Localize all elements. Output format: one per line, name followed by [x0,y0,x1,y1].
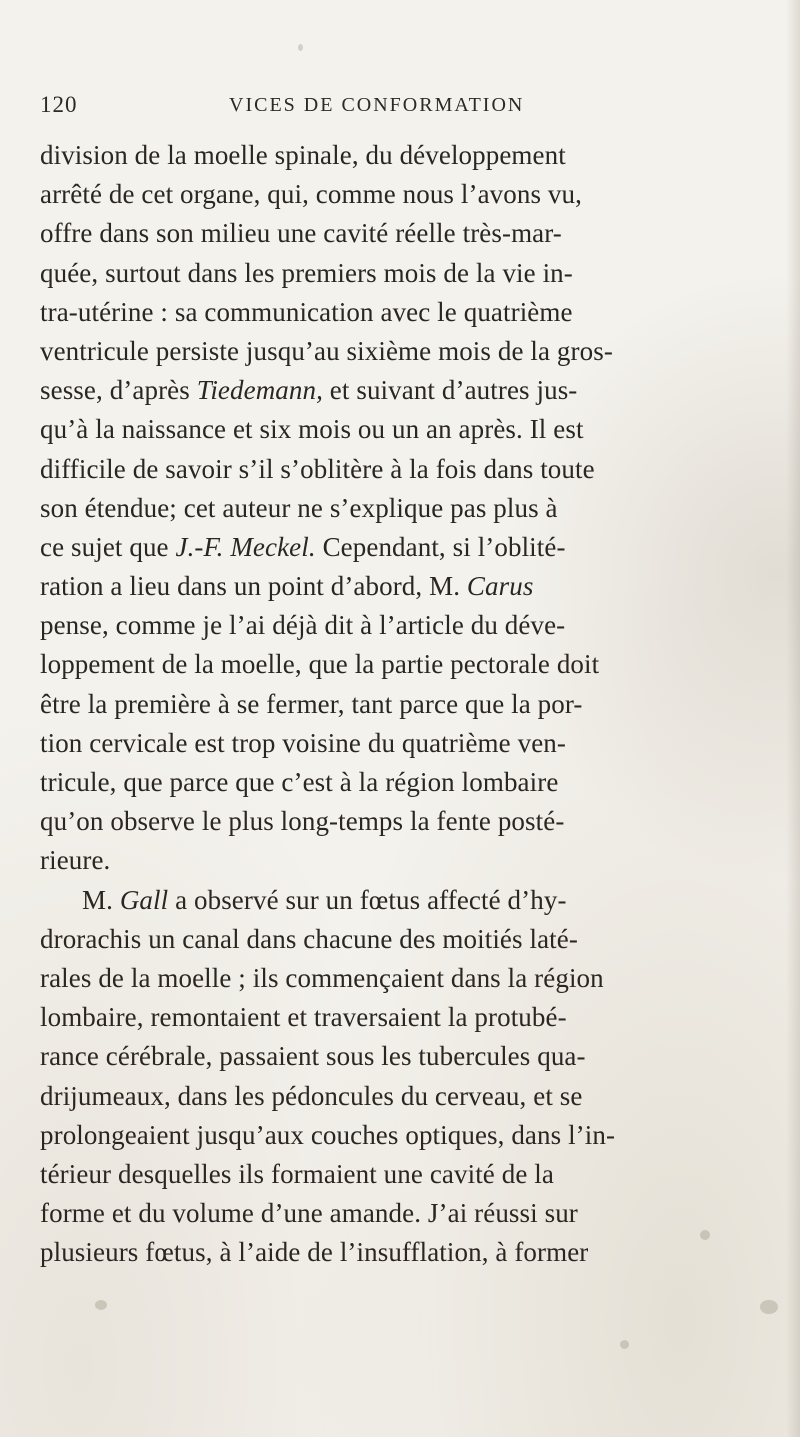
running-title: VICES DE CONFORMATION [229,94,525,116]
text-line [40,998,788,1037]
text-line [40,763,788,802]
text-segment: lombaire, remontaient et traversaient la protubé- [40,1002,567,1033]
text-segment: arrêté de cet organe, qui, comme nous l’avons vu, [40,179,582,210]
text-segment: drijumeaux, dans les pédoncules du cerveau, et se [40,1080,583,1111]
page-edge-shadow [786,0,800,1437]
text-line [40,685,788,724]
paper-stain [298,44,303,51]
text-line [40,1155,788,1194]
paper-stain [620,1340,629,1349]
text-segment: ration a lieu dans un point d’abord, M. [40,571,467,602]
text-segment: sesse, d’après [40,375,197,406]
text-segment: tricule, que parce que c’est à la région lombaire [40,767,559,797]
text-segment: tra-utérine : sa communication avec le quatrième [40,296,573,327]
text-line [40,214,788,253]
text-segment: forme et du volume d’une amande. J’ai réussi sur [40,1198,578,1229]
text-segment: tion cervicale est trop voisine du quatrième ven- [40,727,566,758]
text-segment: drorachis un canal dans chacune des moitiés laté- [40,923,578,954]
italic-name: J.-F. Meckel. [175,531,316,562]
text-line [40,293,788,332]
text-line [40,450,788,489]
italic-name: Carus [466,571,534,602]
text-line [40,175,788,214]
text-line [40,959,788,998]
text-line [40,1077,788,1116]
text-line [40,567,788,606]
text-line [40,1233,788,1272]
text-segment: et suivant d’autres jus- [322,375,578,406]
text-segment: division de la moelle spinale, du développement [40,140,566,170]
text-segment: ce sujet que [40,531,176,562]
text-line [40,802,788,841]
text-line [40,136,788,175]
text-segment: son étendue; cet auteur ne s’explique pas plus à [40,492,558,523]
text-line [40,645,788,684]
text-line [40,254,788,293]
text-segment: M. [82,884,120,915]
text-segment: loppement de la moelle, que la partie pectorale doit [40,649,600,680]
body-text [40,136,788,1272]
text-line [40,1194,788,1233]
text-segment: être la première à se fermer, tant parce que la por- [40,688,583,719]
text-line [40,489,788,528]
text-segment: rales de la moelle ; ils commençaient dans la région [40,962,604,993]
text-segment: quée, surtout dans les premiers mois de la vie in- [40,257,573,288]
text-line [40,724,788,763]
text-line [40,332,788,371]
text-line [40,606,788,645]
text-segment: difficile de savoir s’il s’oblitère à la fois dans toute [40,453,595,484]
text-segment: térieur desquelles ils formaient une cavité de la [40,1158,554,1189]
italic-name: Tiedemann, [196,375,323,406]
text-line [40,1037,788,1076]
text-segment: ventricule persiste jusqu’au sixième mois de la gros- [40,335,613,366]
text-segment: offre dans son milieu une cavité réelle très-mar- [40,218,562,249]
text-line [40,371,788,410]
text-line [40,410,788,449]
text-segment: prolongeaient jusqu’aux couches optiques, dans l’in- [40,1119,616,1150]
text-segment: pense, comme je l’ai déjà dit à l’article du déve- [40,610,566,641]
text-line [40,841,788,880]
text-segment: rieure. [40,845,111,876]
text-line [40,528,788,567]
paper-stain [95,1300,107,1310]
text-line [40,1116,788,1155]
text-line [40,881,788,920]
page-number: 120 [40,92,78,117]
text-segment: qu’à la naissance et six mois ou un an après. Il est [40,414,584,445]
text-segment: rance cérébrale, passaient sous les tubercules qua- [40,1041,586,1072]
text-segment: qu’on observe le plus long-temps la fente posté- [40,806,565,837]
text-segment: Cependant, si l’oblité- [315,531,566,562]
paper-stain [760,1300,778,1314]
text-segment: a observé sur un fœtus affecté d’hy- [168,884,567,915]
italic-name: Gall [119,884,169,915]
text-segment: plusieurs fœtus, à l’aide de l’insufflation, à former [40,1237,589,1268]
text-line [40,920,788,959]
page-header [40,92,760,132]
